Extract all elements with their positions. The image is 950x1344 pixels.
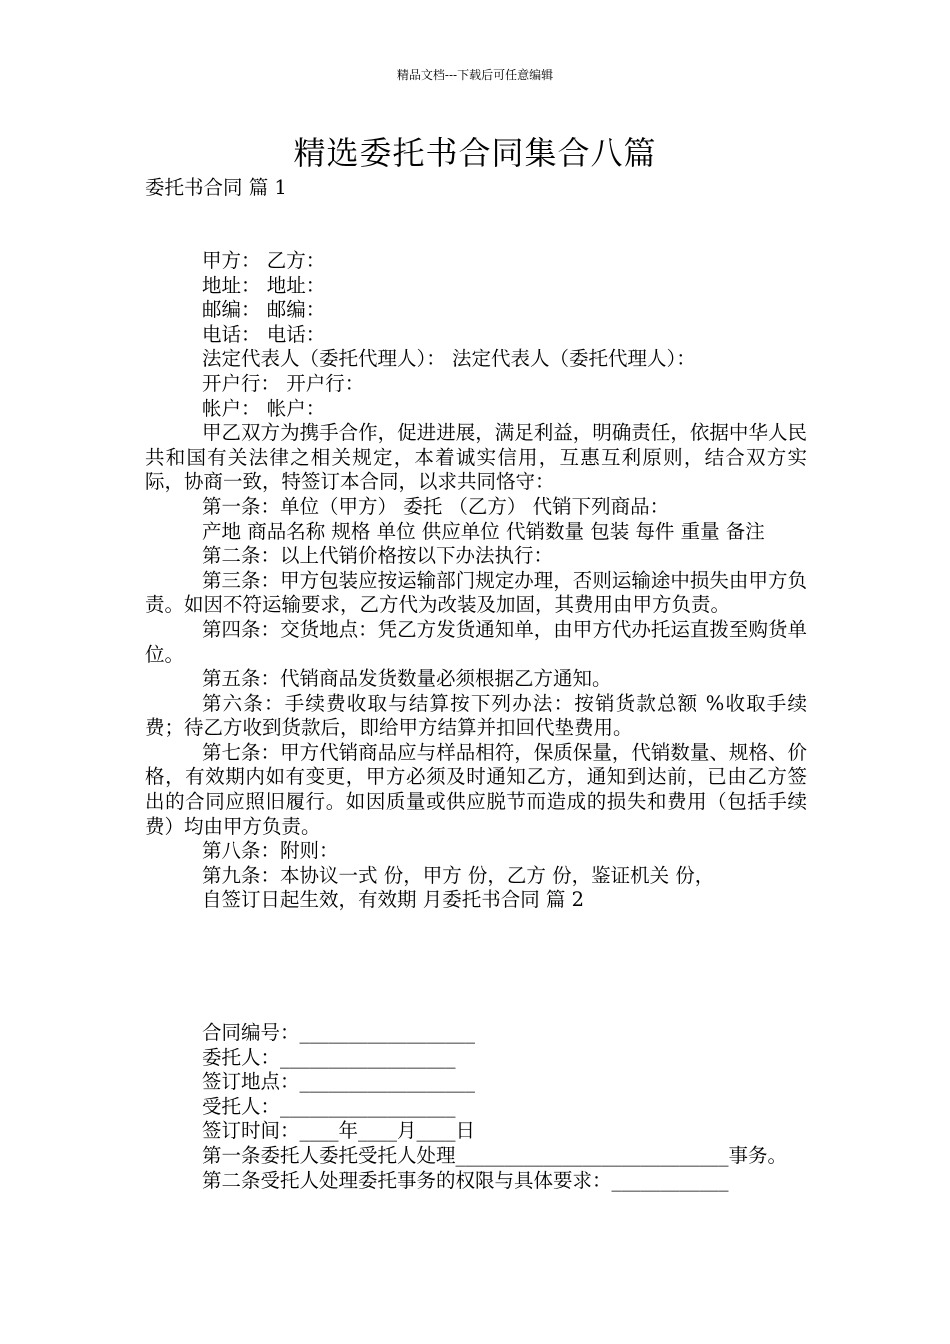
- address-line: 地址： 地址：: [202, 273, 326, 297]
- signing-date-line: 签订时间：____年____月____日: [202, 1119, 476, 1143]
- bank-line: 开户行： 开户行：: [202, 371, 365, 395]
- header-note: 精品文档---下载后可任意编辑: [396, 68, 554, 82]
- effective-line: 自签订日起生效，有效期 月委托书合同 篇 2: [202, 888, 585, 912]
- contract-number-line: 合同编号：__________________: [202, 1021, 476, 1044]
- agent-line: 受托人：__________________: [202, 1094, 456, 1118]
- postcode-line: 邮编： 邮编：: [202, 298, 326, 322]
- legal-rep-line: 法定代表人（委托代理人）： 法定代表人（委托代理人）：: [202, 347, 696, 371]
- goods-table-header: 产地 商品名称 规格 单位 供应单位 代销数量 包装 每件 重量 备注: [202, 519, 765, 543]
- clause-9: 第九条：本协议一式 份，甲方 份，乙方 份，鉴证机关 份，: [202, 863, 715, 887]
- document-title: 精选委托书合同集合八篇: [293, 134, 657, 172]
- signing-place-line: 签订地点：__________________: [202, 1070, 476, 1094]
- clause-6: 第六条：手续费收取与结算按下列办法：按销货款总额 %收取手续费；待乙方收到货款后，即给甲方结算并扣回代垫费用。: [145, 691, 807, 740]
- phone-line: 电话： 电话：: [202, 322, 326, 346]
- clause-4: 第四条：交货地点：凭乙方发货通知单，由甲方代办托运直拨至购货单位。: [145, 617, 807, 666]
- clause-1: 第一条：单位（甲方） 委托 （乙方） 代销下列商品：: [202, 494, 670, 518]
- account-line: 帐户： 帐户：: [202, 396, 326, 420]
- article-2: 第二条受托人处理委托事务的权限与具体要求：____________: [202, 1168, 729, 1192]
- principal-line: 委托人：__________________: [202, 1045, 456, 1069]
- section-1-heading: 委托书合同 篇 1: [145, 176, 287, 199]
- party-line: 甲方： 乙方：: [202, 249, 326, 272]
- clause-3: 第三条：甲方包装应按运输部门规定办理，否则运输途中损失由甲方负责。如因不符运输要求，乙方代为改装及加固，其费用由甲方负责。: [145, 568, 807, 617]
- article-1: 第一条委托人委托受托人处理____________________________事务。: [202, 1143, 788, 1167]
- clause-2: 第二条：以上代销价格按以下办法执行：: [202, 544, 554, 568]
- section-1-heading-block: [145, 176, 807, 201]
- section-1-body: [145, 249, 807, 913]
- clause-8: 第八条：附则：: [202, 839, 339, 863]
- section-2-body: [145, 1021, 807, 1193]
- clause-7: 第七条：甲方代销商品应与样品相符，保质保量，代销数量、规格、价格，有效期内如有变更，甲方必须及时通知乙方，通知到达前，已由乙方签出的合同应照旧履行。如因质量或供应脱节而造成的损失和费用（包括手续费）均由甲方负责。: [145, 740, 807, 838]
- preamble-paragraph: 甲乙双方为携手合作，促进进展，满足利益，明确责任，依据中华人民共和国有关法律之相关规定，本着诚实信用，互惠互利原则，结合双方实际，协商一致，特签订本合同，以求共同恪守：: [145, 421, 807, 494]
- clause-5: 第五条：代销商品发货数量必须根据乙方通知。: [202, 667, 612, 691]
